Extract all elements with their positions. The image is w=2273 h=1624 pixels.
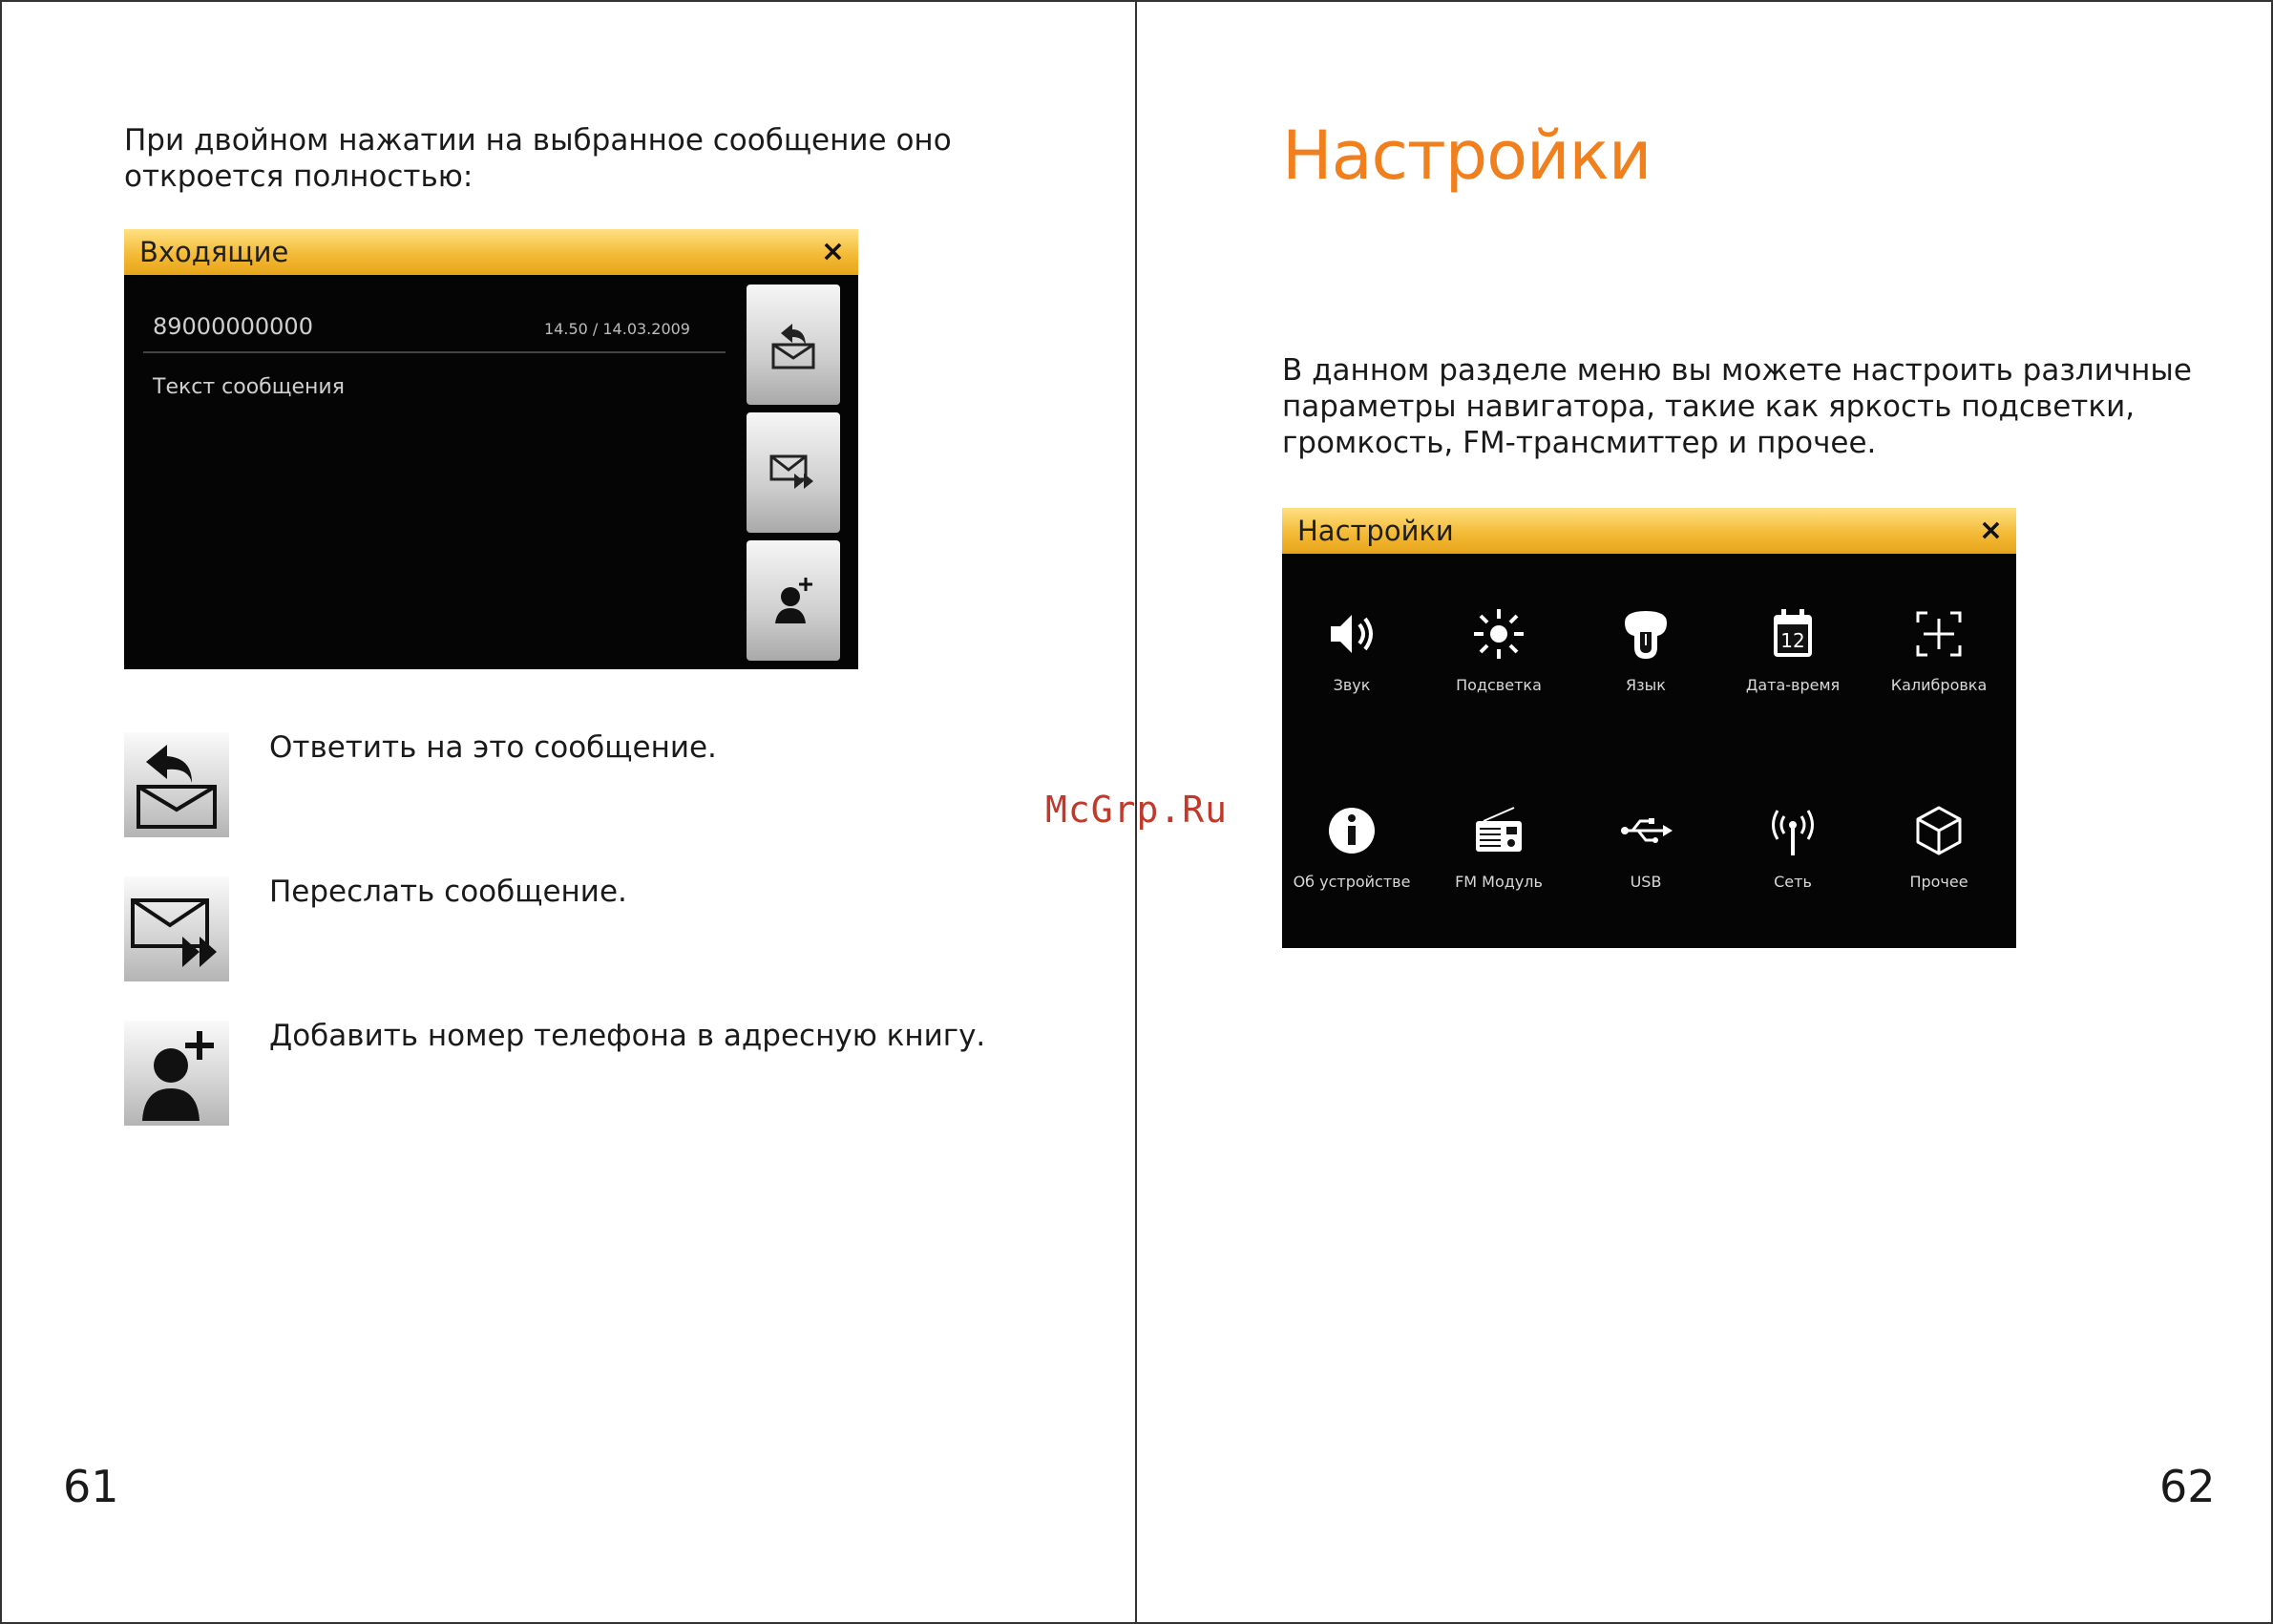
settings-item-language[interactable] — [1574, 605, 1717, 694]
right-page — [1136, 0, 2273, 1624]
settings-item-backlight[interactable] — [1427, 605, 1570, 694]
reply-mail-icon — [129, 737, 224, 833]
legend-contact-text: Добавить номер телефона в адресную книгу. — [269, 1019, 986, 1053]
settings-label-language: Язык — [1626, 676, 1666, 694]
cube-icon — [1910, 802, 1968, 859]
calibration-icon — [1910, 605, 1968, 663]
forward-icon — [768, 449, 819, 496]
brightness-icon — [1470, 605, 1527, 663]
settings-item-calibration[interactable] — [1867, 605, 2010, 694]
inbox-title-bar — [124, 229, 858, 275]
settings-item-datetime[interactable] — [1721, 605, 1864, 694]
settings-title-bar — [1282, 508, 2016, 554]
language-icon — [1617, 605, 1674, 663]
settings-title: Настройки — [1297, 515, 1454, 547]
desc-line-3: громкость, FM-трансмиттер и прочее. — [1282, 426, 1877, 460]
sender-number: 89000000000 — [153, 313, 313, 340]
message-text: Текст сообщения — [153, 375, 345, 399]
settings-label-sound: Звук — [1333, 676, 1371, 694]
settings-item-about[interactable] — [1282, 802, 1423, 891]
add-contact-icon — [129, 1025, 224, 1121]
usb-icon — [1617, 802, 1674, 859]
antenna-icon — [1764, 802, 1821, 859]
section-heading: Настройки — [1282, 116, 1652, 195]
close-icon[interactable]: × — [1978, 514, 2003, 547]
settings-label-datetime: Дата-время — [1745, 676, 1841, 694]
forward-button[interactable] — [747, 412, 840, 533]
watermark: McGrp.Ru — [1045, 789, 1229, 831]
inbox-screenshot — [124, 229, 858, 669]
settings-label-about: Об устройстве — [1293, 873, 1411, 891]
settings-label-network: Сеть — [1774, 873, 1812, 891]
settings-label-usb: USB — [1630, 873, 1662, 891]
close-icon[interactable]: × — [820, 235, 845, 268]
page-number-right: 62 — [2159, 1461, 2216, 1512]
header-divider — [143, 351, 726, 353]
add-contact-button[interactable] — [747, 540, 840, 661]
settings-item-other[interactable] — [1867, 802, 2010, 891]
reply-button[interactable] — [747, 285, 840, 405]
settings-label-fm: FM Модуль — [1455, 873, 1543, 891]
forward-mail-icon — [129, 881, 224, 977]
settings-label-backlight: Подсветка — [1456, 676, 1542, 694]
legend-forward-icon-box — [124, 876, 229, 981]
page-number-left: 61 — [63, 1461, 119, 1512]
settings-item-network[interactable] — [1721, 802, 1864, 891]
settings-label-other: Прочее — [1909, 873, 1968, 891]
settings-label-calibration: Калибровка — [1890, 676, 1988, 694]
inbox-title: Входящие — [139, 236, 289, 268]
calendar-icon — [1764, 605, 1821, 663]
legend-reply-icon-box — [124, 732, 229, 837]
legend-reply-text: Ответить на это сообщение. — [269, 730, 717, 765]
intro-line-2: откроется полностью: — [124, 159, 474, 194]
legend-contact-icon-box — [124, 1021, 229, 1126]
info-icon — [1323, 802, 1380, 859]
speaker-icon — [1323, 605, 1380, 663]
settings-item-sound[interactable] — [1282, 605, 1423, 694]
settings-item-fm[interactable] — [1427, 802, 1570, 891]
calendar-day: 12 — [1780, 629, 1805, 652]
message-datetime: 14.50 / 14.03.2009 — [544, 320, 690, 338]
left-page — [0, 0, 1136, 1624]
radio-icon — [1470, 802, 1527, 859]
legend-forward-text: Переслать сообщение. — [269, 875, 627, 909]
add-contact-icon — [768, 572, 819, 629]
settings-item-usb[interactable] — [1574, 802, 1717, 891]
desc-line-2: параметры навигатора, такие как яркость подсветки, — [1282, 390, 2136, 424]
settings-screenshot — [1282, 508, 2016, 948]
reply-icon — [768, 316, 819, 373]
desc-line-1: В данном разделе меню вы можете настроить различные — [1282, 353, 2192, 388]
intro-line-1: При двойном нажатии на выбранное сообщение оно — [124, 123, 952, 158]
